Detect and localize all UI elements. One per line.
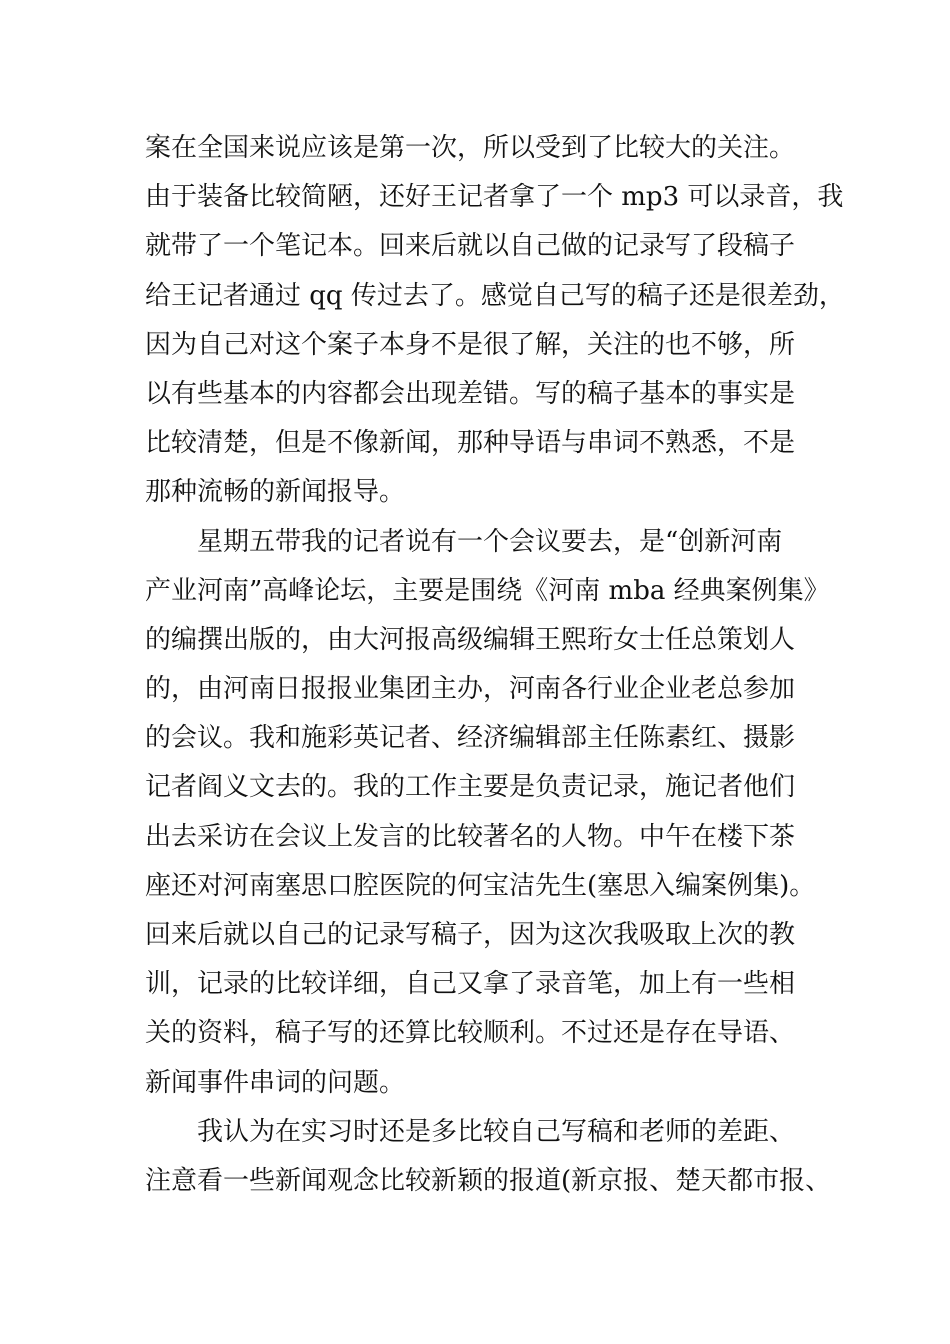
text-line: 给王记者通过 qq 传过去了。感觉自己写的稿子还是很差劲， — [145, 280, 845, 311]
text-line: 就带了一个笔记本。回来后就以自己做的记录写了段稿子 — [145, 231, 796, 262]
text-line: 的会议。我和施彩英记者、经济编辑部主任陈素红、摄影 — [145, 723, 796, 754]
text-line: 注意看一些新闻观念比较新颖的报道(新京报、楚天都市报、 — [145, 1165, 832, 1196]
text-line: 出去采访在会议上发言的比较著名的人物。中午在楼下茶 — [145, 821, 796, 852]
text-line: 训，记录的比较详细，自己又拿了录音笔，加上有一些相 — [145, 969, 796, 1000]
text-line: 记者阎义文去的。我的工作主要是负责记录，施记者他们 — [145, 772, 796, 803]
text-line: 座还对河南塞思口腔医院的何宝洁先生(塞思入编案例集)。 — [145, 870, 816, 901]
text-line: 那种流畅的新闻报导。 — [145, 477, 406, 508]
text-line: 我认为在实习时还是多比较自己写稿和老师的差距、 — [145, 1116, 796, 1147]
text-line: 的编撰出版的，由大河报高级编辑王熙珩女士任总策划人 — [145, 624, 796, 655]
text-line: 关的资料，稿子写的还算比较顺利。不过还是存在导语、 — [145, 1018, 796, 1049]
text-line: 案在全国来说应该是第一次，所以受到了比较大的关注。 — [145, 133, 796, 163]
body-text — [145, 124, 845, 1206]
text-line: 的，由河南日报报业集团主办，河南各行业企业老总参加 — [145, 674, 796, 705]
text-line: 以有些基本的内容都会出现差错。写的稿子基本的事实是 — [145, 378, 796, 409]
text-line: 因为自己对这个案子本身不是很了解，关注的也不够，所 — [145, 329, 796, 360]
text-line: 新闻事件串词的问题。 — [145, 1067, 406, 1098]
text-line: 回来后就以自己的记录写稿子，因为这次我吸取上次的教 — [145, 920, 796, 950]
text-line: 产业河南”高峰论坛，主要是围绕《河南 mba 经典案例集》 — [145, 575, 830, 606]
text-line: 由于装备比较简陋，还好王记者拿了一个 mp3 可以录音，我 — [145, 182, 844, 213]
text-line: 星期五带我的记者说有一个会议要去，是“创新河南 — [145, 526, 783, 557]
text-line: 比较清楚，但是不像新闻，那种导语与串词不熟悉，不是 — [145, 428, 796, 459]
